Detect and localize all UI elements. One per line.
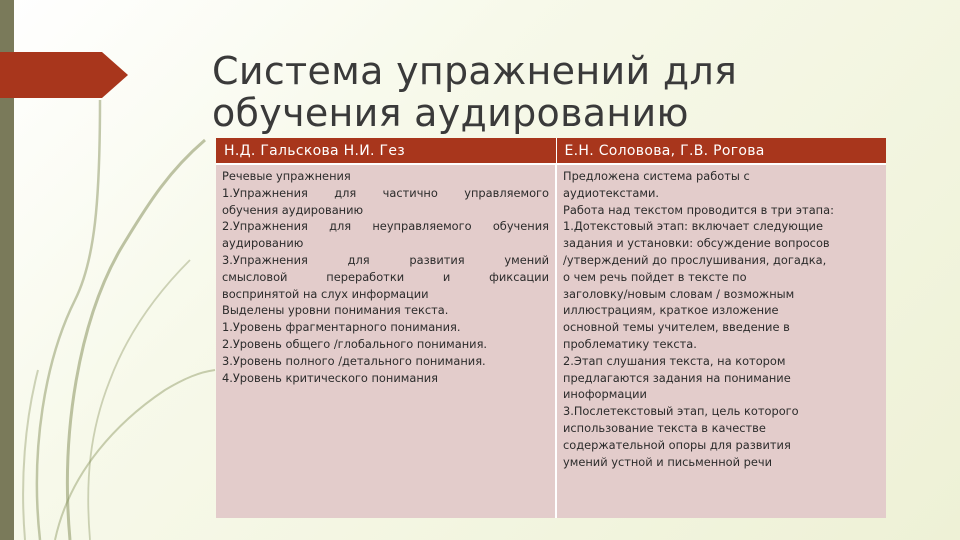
text-line: предлагаются задания на понимание <box>563 370 791 385</box>
table-header-row <box>216 138 886 164</box>
text-line: /утверждений до прослушивания, догадка, <box>563 252 827 267</box>
text-line: иноформации <box>563 387 647 402</box>
text-line: 4.Уровень критического понимания <box>222 370 439 385</box>
text-line: использование текста в качестве <box>563 420 766 435</box>
text-line: 1.Упражнения для частично управляемого <box>222 185 549 200</box>
comparison-table <box>216 138 886 518</box>
text-line: 3.Уровень полного /детального понимания. <box>222 353 486 368</box>
text-line: задания и установки: обсуждение вопросов <box>563 236 830 251</box>
text-line: проблематику текста. <box>563 336 697 351</box>
text-line: аудированию <box>222 236 304 251</box>
text-line: основной темы учителем, введение в <box>563 320 790 335</box>
text-line: обучения аудированию <box>222 202 364 217</box>
text-line: Речевые упражнения <box>222 169 351 183</box>
text-line: о чем речь пойдет в тексте по <box>563 269 747 284</box>
text-line: 3.Послетекстовый этап, цель которого <box>563 404 799 419</box>
text-line: 1.Уровень фрагментарного понимания. <box>222 320 461 335</box>
text-line: 2.Упражнения для неуправляемого обучения <box>222 219 549 234</box>
text-line: 1.Дотекстовый этап: включает следующие <box>563 219 823 234</box>
text-line: аудиотекстами. <box>563 185 659 200</box>
text-line: 2.Уровень общего /глобального понимания. <box>222 336 488 351</box>
text-line: заголовку/новым словам / возможным <box>563 286 795 301</box>
slide-title: Система упражнений для обучения аудированию <box>212 49 738 135</box>
text-line: Предложена система работы с <box>563 169 750 183</box>
text-line: смысловой переработки и фиксации <box>222 269 549 284</box>
text-line: Выделены уровни понимания текста. <box>222 303 449 318</box>
accent-arrow-shape <box>0 52 130 98</box>
text-line: иллюстрациям, краткое изложение <box>563 303 779 318</box>
text-line: содержательной опоры для развития <box>563 437 791 452</box>
text-line: 2.Этап слушания текста, на котором <box>563 353 786 368</box>
cell-right-content <box>556 164 886 518</box>
text-line: умений устной и письменной речи <box>563 454 773 469</box>
text-line: воспринятой на слух информации <box>222 286 429 301</box>
header-authors-right: Е.Н. Соловова, Г.В. Рогова <box>556 138 886 164</box>
text-line: 3.Упражнения для развития умений <box>222 252 549 267</box>
table-row <box>216 164 886 518</box>
text-line: Работа над текстом проводится в три этапа: <box>563 202 834 217</box>
cell-left-content <box>216 164 556 518</box>
header-authors-left: Н.Д. Гальскова Н.И. Гез <box>216 138 556 164</box>
